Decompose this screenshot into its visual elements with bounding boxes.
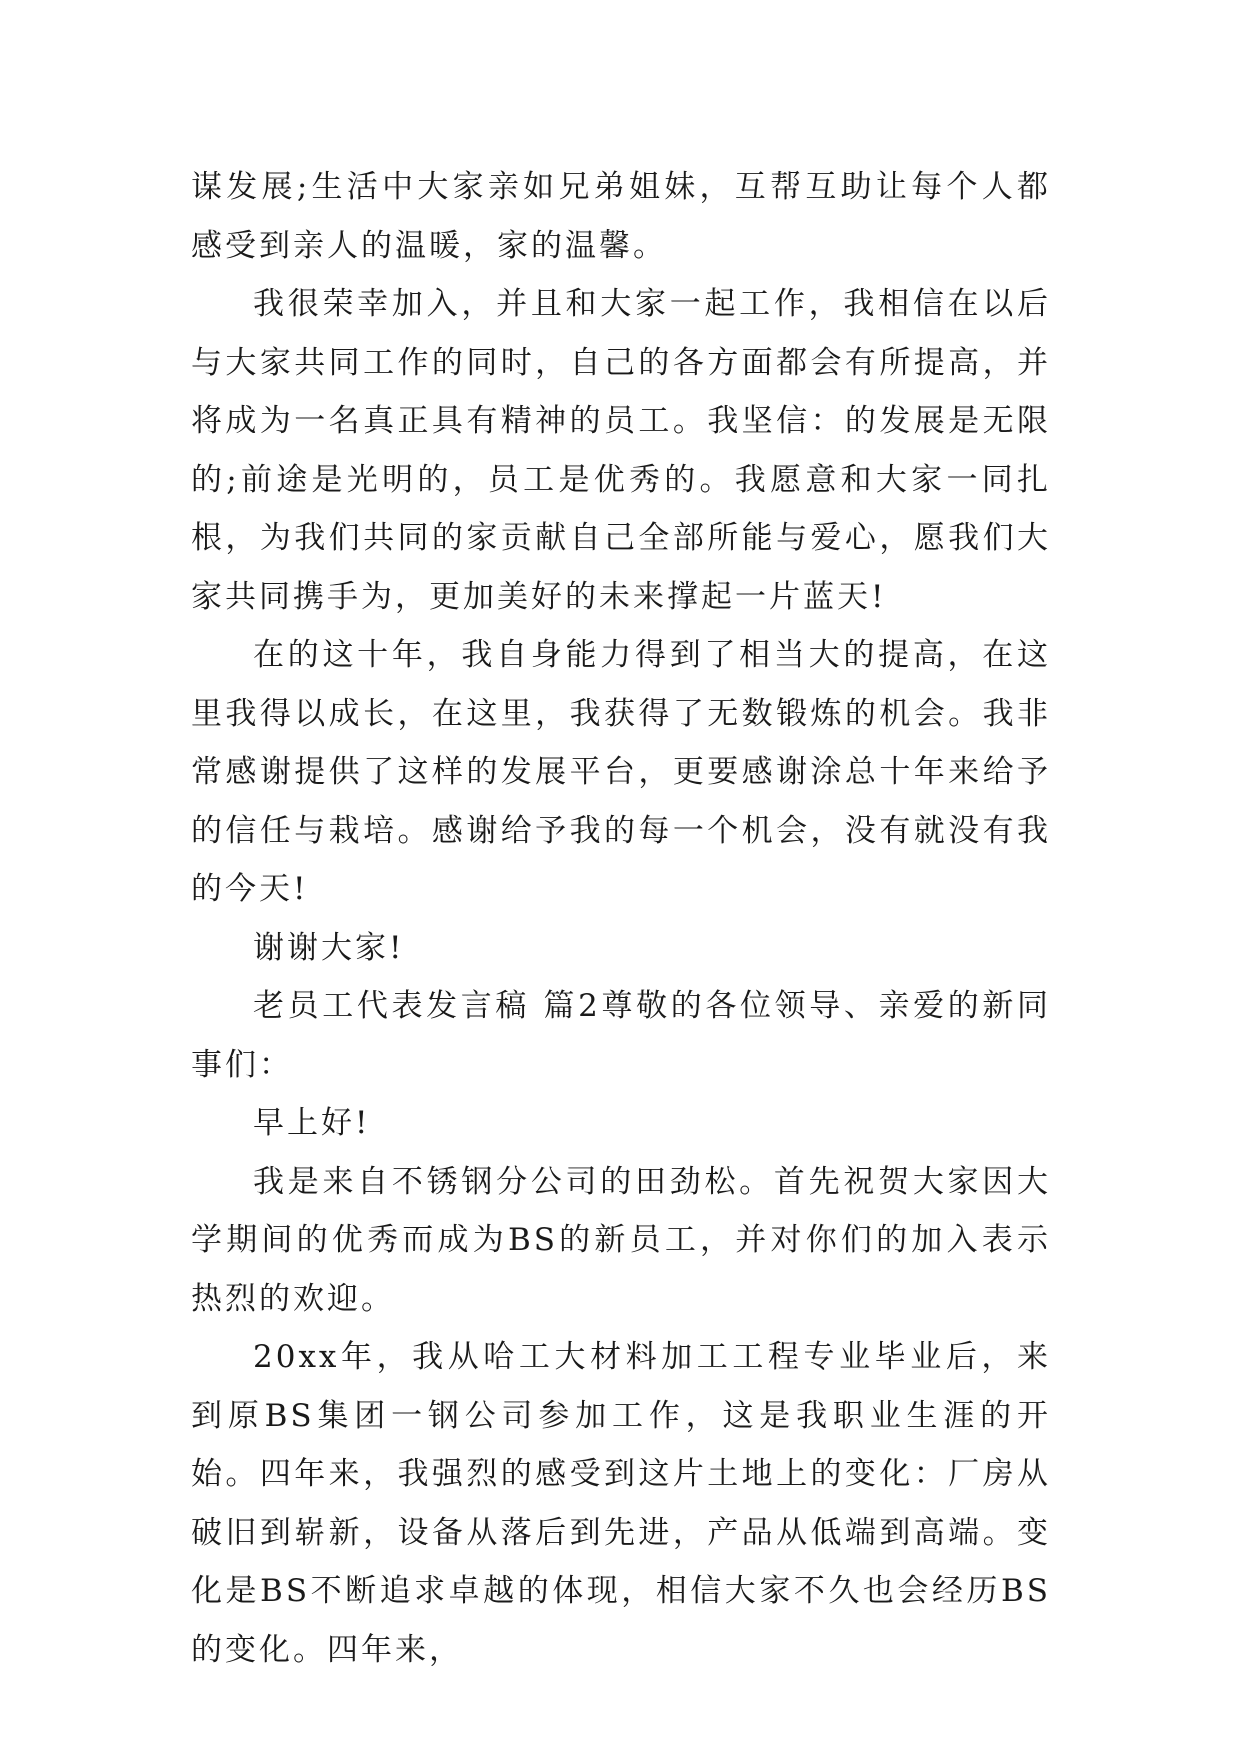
paragraph-introduction: 我是来自不锈钢分公司的田劲松。首先祝贺大家因大学期间的优秀而成为BS的新员工，并对你们的加入表示热烈的欢迎。	[191, 1163, 1051, 1317]
paragraph-thanks: 谢谢大家!	[253, 929, 405, 966]
paragraph-greeting: 早上好!	[253, 1105, 371, 1141]
paragraph-3: 在的这十年，我自身能力得到了相当大的提高，在这里我得以成长，在这里，我获得了无数锻炼的机会。我非常感谢提供了这样的发展平台，更要感谢涂总十年来给予的信任与栽培。感谢给予我的每一个机会，没有就没有我的今天!	[191, 637, 1051, 907]
paragraph-speech-2-heading: 老员工代表发言稿 篇2尊敬的各位领导、亲爱的新同事们：	[191, 988, 1051, 1083]
paragraph-1: 谋发展;生活中大家亲如兄弟姐妹，互帮互助让每个人都感受到亲人的温暖，家的温馨。	[191, 169, 1051, 264]
paragraph-2: 我很荣幸加入，并且和大家一起工作，我相信在以后与大家共同工作的同时，自己的各方面都会有所提高，并将成为一名真正具有精神的员工。我坚信：的发展是无限的;前途是光明的，员工是优秀的。我愿意和大家一同扎根，为我们共同的家贡献自己全部所能与爱心，愿我们大家共同携手为，更加美好的未来撑起一片蓝天!	[191, 286, 1051, 615]
paragraph-career: 20xx年，我从哈工大材料加工工程专业毕业后，来到原BS集团一钢公司参加工作，这是我职业生涯的开始。四年来，我强烈的感受到这片土地上的变化：厂房从破旧到崭新，设备从落后到先进，产品从低端到高端。变化是BS不断追求卓越的体现，相信大家不久也会经历BS的变化。四年来，	[191, 1339, 1051, 1668]
document-body	[191, 158, 1051, 1679]
